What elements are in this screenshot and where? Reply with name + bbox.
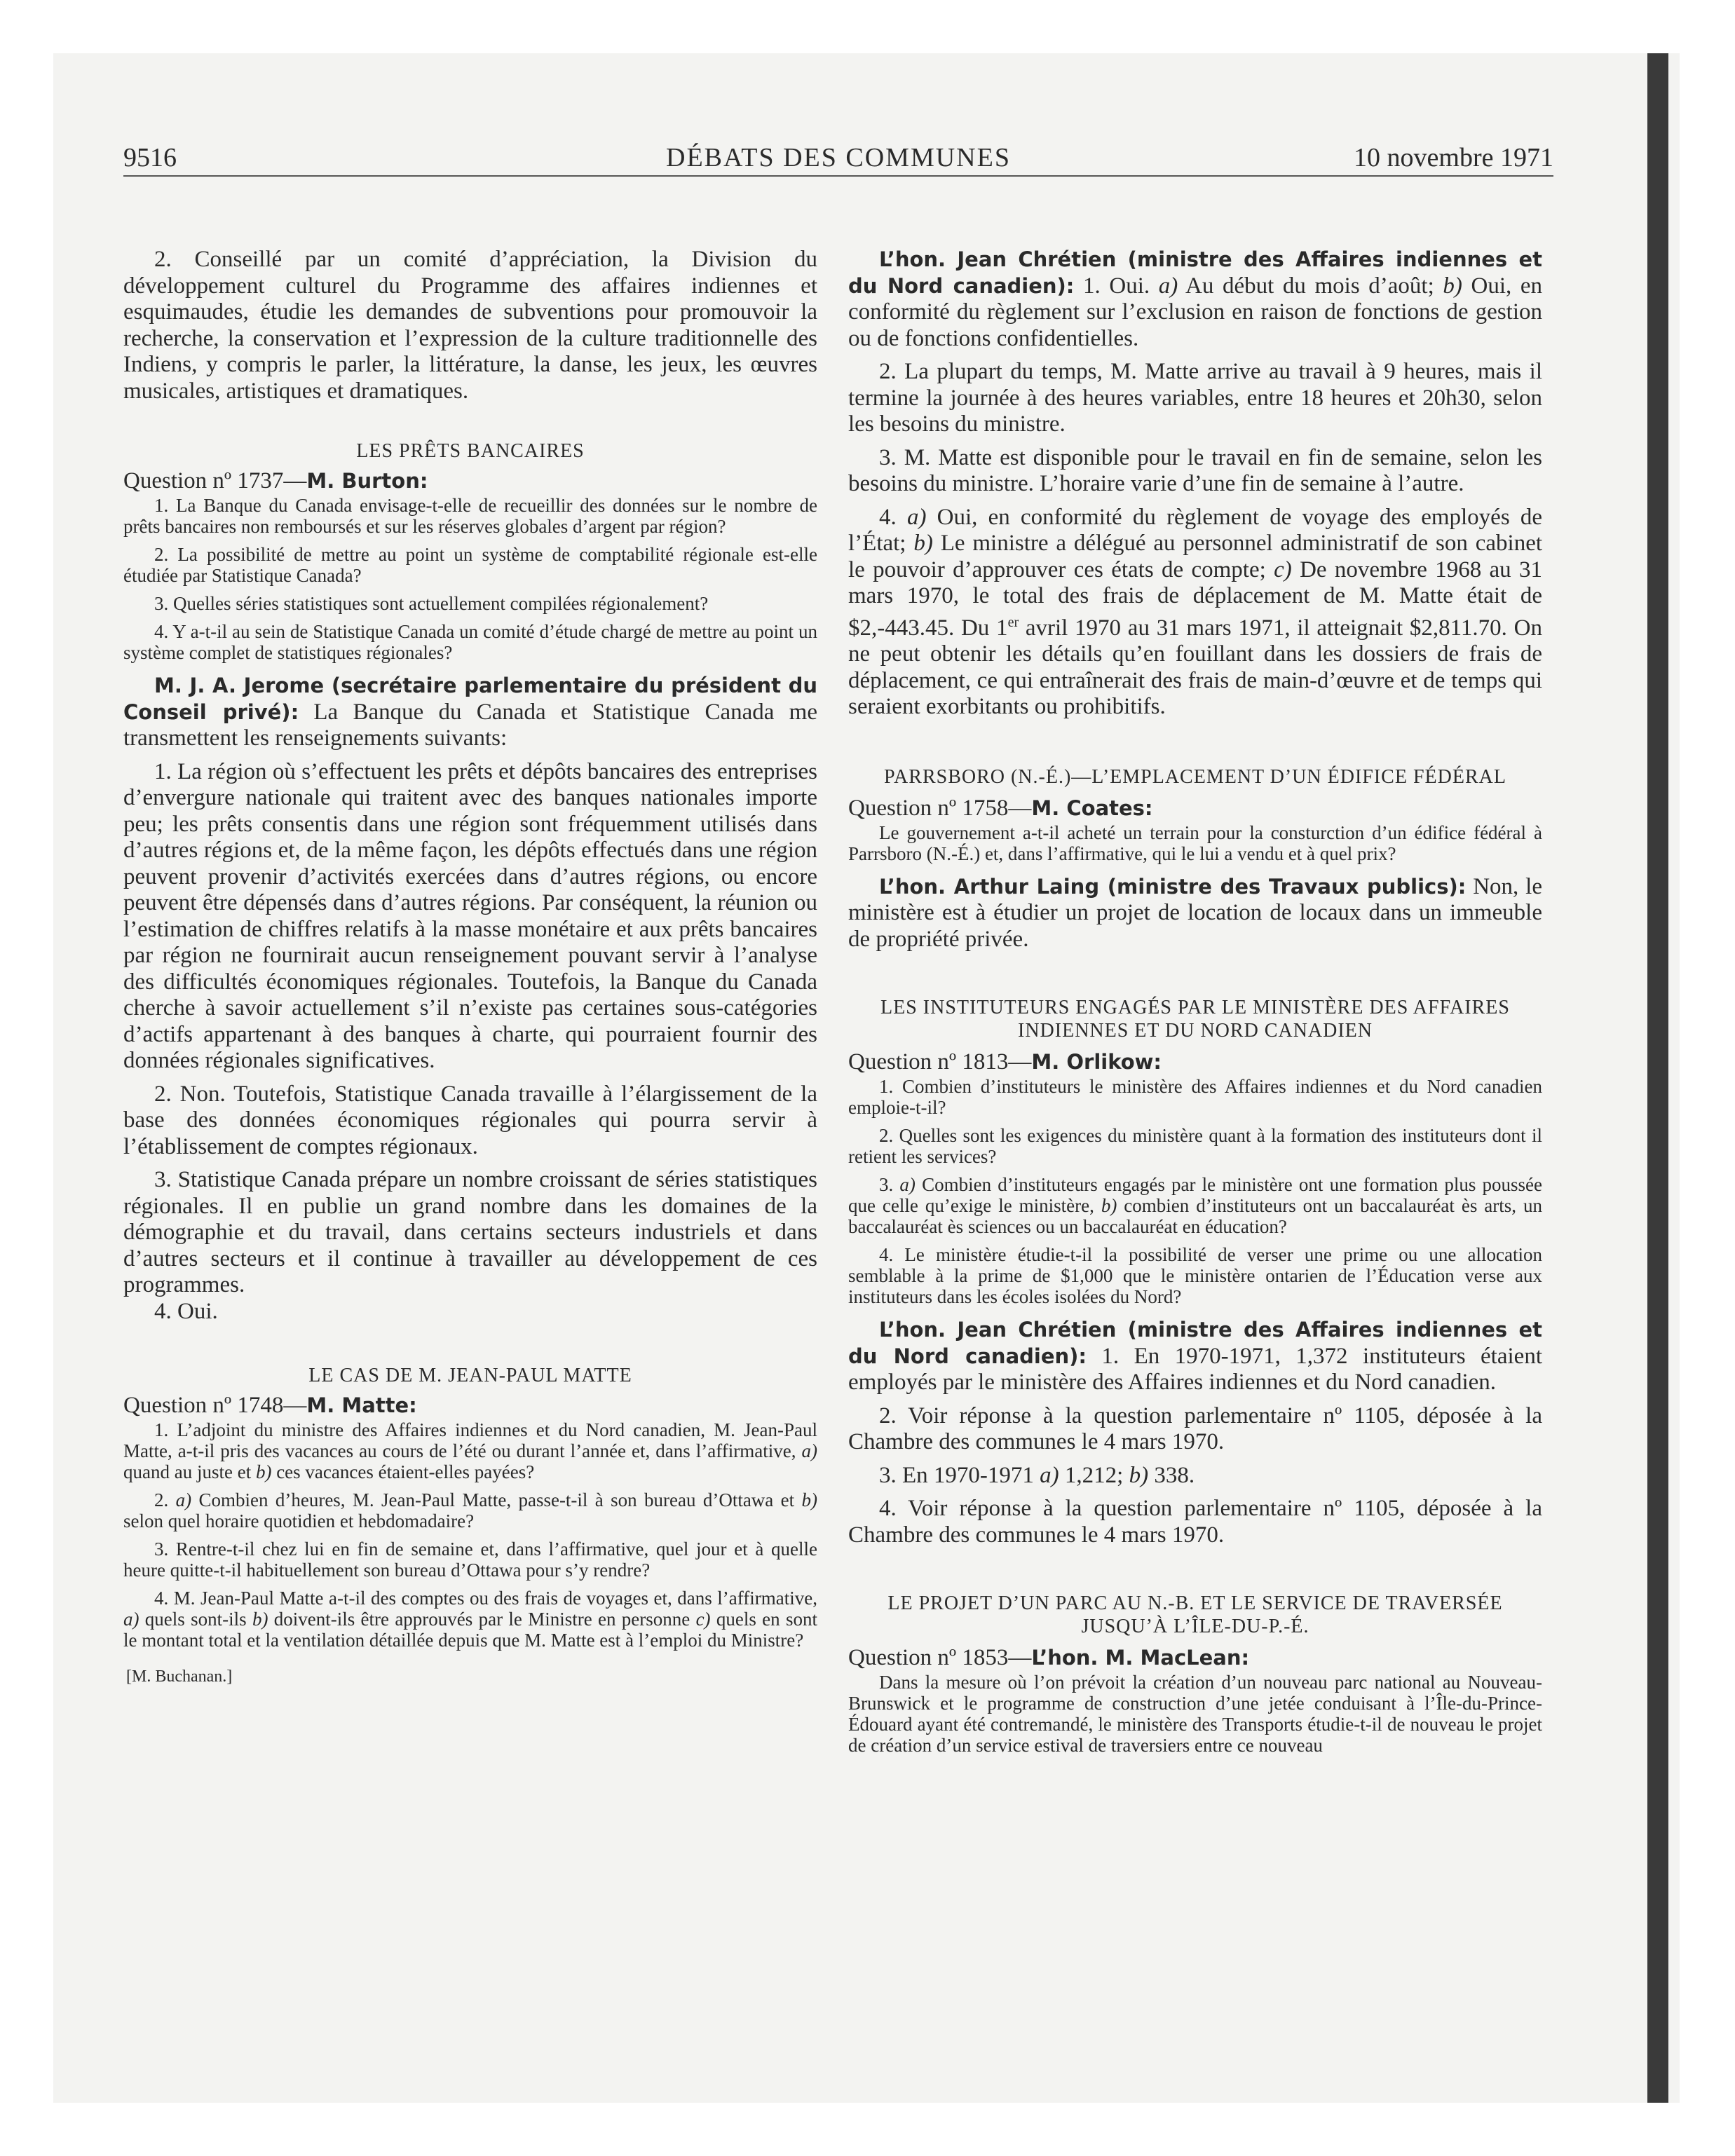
section-heading: LES INSTITUTEURS ENGAGÉS PAR LE MINISTÈRE DES AFFAIRES INDIENNES ET DU NORD CANADIEN: [880, 997, 1510, 1042]
question-item: 3. Quelles séries statistiques sont actuellement compilées régionalement?: [154, 593, 709, 614]
question-item: 4. Y a-t-il au sein de Statistique Canada un comité d’étude chargé de mettre au point un système complet de statistiques régionales?: [123, 621, 817, 663]
right-column: [848, 247, 1542, 1756]
question-item: 4. Le ministère étudie-t-il la possibilité de verser une prime ou une allocation semblable à la prime de $1,000 que le ministère ontarien de l’Éducation verse aux instituteurs dans les écoles isolées du Nord?: [848, 1244, 1542, 1307]
question-item: Le gouvernement a-t-il acheté un terrain pour la consturction d’un édifice fédéral à Parrsboro (N.-É.) et, dans l’affirmative, qui le lui a vendu et à quel prix?: [848, 821, 1542, 864]
publication-title: DÉBATS DES COMMUNES: [666, 143, 1011, 172]
section-heading: PARRSBORO (N.-É.)—L’EMPLACEMENT D’UN ÉDIFICE FÉDÉRAL: [884, 765, 1506, 788]
question-item: 2. a) Combien d’heures, M. Jean-Paul Matte, passe-t-il à son bureau d’Ottawa et b) selon quel horaire quotidien et hebdomadaire?: [123, 1489, 818, 1531]
answer-paragraph: L’hon. Arthur Laing (ministre des Travaux publics): Non, le ministère est à étudier un projet de location de locaux dans un immeuble de propriété privée.: [848, 873, 1542, 952]
question-line: [848, 1048, 1542, 1076]
speaker-attribution: [M. Buchanan.]: [126, 1667, 233, 1686]
answer-paragraph: 2. La plupart du temps, M. Matte arrive au travail à 9 heures, mais il termine la journée à des heures variables, entre 18 heures et 20h30, selon les besoins du ministre.: [848, 359, 1542, 437]
question-line: [123, 1391, 817, 1419]
question-item: 3. Rentre-t-il chez lui en fin de semaine et, dans l’affirmative, quel jour et à quelle heure quitte-t-il habituellement son bureau d’Ottawa pour s’y rendre?: [123, 1538, 817, 1581]
question-member: M. Burton:: [306, 469, 428, 493]
question-line: [848, 1644, 1542, 1672]
question-item: 2. La possibilité de mettre au point un système de comptabilité régionale est-elle étudiée par Statistique Canada?: [123, 544, 817, 586]
scan-edge: [1647, 53, 1668, 2103]
answer-paragraph: 2. Non. Toutefois, Statistique Canada travaille à l’élargissement de la base des données économiques régionales qui pourra servir à l’établissement de comptes régionaux.: [123, 1081, 817, 1159]
question-item: 1. La Banque du Canada envisage-t-elle de recueillir des données sur le nombre de prêts bancaires non remboursés et sur les réserves globales d’argent par région?: [123, 495, 817, 537]
answer-paragraph: 2. Voir réponse à la question parlementaire nº 1105, déposée à la Chambre des communes le 4 mars 1970.: [848, 1403, 1542, 1454]
answer-paragraph: 3. En 1970-1971 a) 1,212; b) 338.: [879, 1462, 1195, 1488]
question-line: [848, 794, 1542, 822]
speaker-name: L’hon. Arthur Laing (ministre des Travaux publics):: [879, 874, 1467, 899]
answer-paragraph: L’hon. Jean Chrétien (ministre des Affaires indiennes et du Nord canadien): 1. En 1970-1971, 1,372 instituteurs étaient employés par le ministère des Affaires indiennes et du Nord canadien.: [848, 1318, 1542, 1395]
question-member: M. Matte:: [306, 1393, 417, 1417]
answer-paragraph: 4. Voir réponse à la question parlementaire nº 1105, déposée à la Chambre des communes le 4 mars 1970.: [848, 1496, 1542, 1548]
question-member: M. Orlikow:: [1031, 1050, 1162, 1074]
answer-paragraph: 1. La région où s’effectuent les prêts et dépôts bancaires des entreprises d’envergure nationale qui traitent avec des banques nationales importe peu; les prêts consentis dans une région sont fréquemment utilisés dans d’autres régions et, de la même façon, les dépôts effectués dans une région peuvent provenir d’activités exercées dans d’autres régions, ou encore peuvent être dépensés dans d’autres régions. Par conséquent, la réunion ou l’estimation de chiffres relatifs à la masse monétaire et aux prêts bancaires par région ne fournirait aucun renseignement pouvant servir à l’analyse des difficultés économiques régionales. Toutefois, la Banque du Canada cherche à savoir actuellement s’il n’existe pas certaines sous-catégories d’actifs appartenant à des banques à charte, qui pourraient fournir des données régionales significatives.: [123, 758, 817, 1073]
page-header: [123, 140, 1553, 177]
page-number: 9516: [123, 143, 177, 172]
speaker-name: L’hon. Jean Chrétien (ministre des Affaires indiennes et du Nord canadien):: [848, 1318, 1542, 1368]
section-heading: LE PROJET D’UN PARC AU N.-B. ET LE SERVICE DE TRAVERSÉE JUSQU’À L’ÎLE-DU-P.-É.: [887, 1592, 1503, 1637]
question-line: [123, 467, 817, 495]
left-column: [123, 247, 817, 1686]
question-item: 3. a) Combien d’instituteurs engagés par le ministère ont une formation plus poussée que celle qu’exige le ministère, b) combien d’instituteurs ont un baccalauréat ès arts, un baccalauréat ès sciences ou un baccalauréat en éducation?: [848, 1174, 1543, 1237]
question-item: 1. Combien d’instituteurs le ministère des Affaires indiennes et du Nord canadien emploie-t-il?: [848, 1076, 1542, 1118]
question-item: 4. M. Jean-Paul Matte a-t-il des comptes ou des frais de voyages et, dans l’affirmative, a) quels sont-ils b) doivent-ils être approuvés par le Ministre en personne c) quels en sont le montant total et la ventilation détaillée depuis que M. Matte est à l’emploi du Ministre?: [123, 1588, 817, 1651]
answer-paragraph: [123, 673, 817, 752]
question-item: Dans la mesure où l’on prévoit la création d’un nouveau parc national au Nouveau-Brunswick et le programme de construction d’une jetée conduisant à l’Île-du-Prince-Édouard ayant été contremandé, le ministère des Transports étudie-t-il de nouveau le projet de création d’un service estival de traversiers entre ce nouveau: [848, 1672, 1542, 1756]
question-number: Question nº 1758—: [848, 795, 1032, 821]
answer-paragraph: 3. Statistique Canada prépare un nombre croissant de séries statistiques régionales. Il en publie un grand nombre dans les domaines de la démographie et du travail, dans certains secteurs industriels et dans d’autres secteurs et il continue à travailler au développement de ces programmes.: [123, 1167, 817, 1297]
answer-text: La Banque du Canada et Statistique Canada me transmettent les renseignements suivants:: [123, 699, 817, 751]
sitting-date: 10 novembre 1971: [1354, 143, 1553, 172]
speaker-name: M. J. A. Jerome (secrétaire parlementaire du président du Conseil privé):: [123, 674, 817, 724]
answer-paragraph: 4. a) Oui, en conformité du règlement de voyage des employés de l’État; b) Le ministre a délégué au personnel administratif de son cabinet le pouvoir d’approuver ces états de compte; c) De novembre 1968 au 31 mars 1970, le total des frais de déplacement de M. Matte était de $2,-443.45. Du 1er avril 1970 au 31 mars 1971, il atteignait $2,811.70. On ne peut obtenir les détails qu’en fouillant dans les dossiers de frais de déplacement, ce qui entraînerait des frais de main-d’œuvre et de temps qui seraient exorbitants ou prohibitifs.: [848, 504, 1543, 719]
speaker-name: L’hon. Jean Chrétien (ministre des Affaires indiennes et du Nord canadien):: [848, 247, 1542, 298]
answer-paragraph: L’hon. Jean Chrétien (ministre des Affaires indiennes et du Nord canadien): 1. Oui. a) Au début du mois d’août; b) Oui, en conformité du règlement sur l’exclusion en raison de fonctions de gestion ou de fonctions confidentielles.: [848, 247, 1543, 351]
question-number: Question nº 1748—: [123, 1393, 307, 1418]
paragraph: 2. Conseillé par un comité d’appréciation, la Division du développement culturel du Programme des affaires indiennes et esquimaudes, étudie les demandes de subventions pour promouvoir la recherche, la conservation et l’expression de la culture traditionnelle des Indiens, y compris le parler, la littérature, la danse, les jeux, les œuvres musicales, artistiques et dramatiques.: [123, 247, 817, 404]
answer-paragraph: 3. M. Matte est disponible pour le travail en fin de semaine, selon les besoins du ministre. L’horaire varie d’une fin de semaine à l’autre.: [848, 444, 1542, 496]
answer-paragraph: 4. Oui.: [154, 1298, 218, 1324]
section-heading: LE CAS DE M. JEAN-PAUL MATTE: [308, 1365, 632, 1386]
question-member: M. Coates:: [1031, 796, 1153, 820]
question-number: Question nº 1853—: [848, 1645, 1032, 1670]
section-heading: LES PRÊTS BANCAIRES: [356, 440, 585, 462]
question-item: 2. Quelles sont les exigences du ministère quant à la formation des instituteurs dont il retient les services?: [848, 1125, 1542, 1167]
question-item: 1. L’adjoint du ministre des Affaires indiennes et du Nord canadien, M. Jean-Paul Matte, a-t-il pris des vacances au cours de l’été ou durant l’année et, dans l’affirmative, a) quand au juste et b) ces vacances étaient-elles payées?: [123, 1419, 817, 1482]
question-number: Question nº 1813—: [848, 1049, 1032, 1074]
question-number: Question nº 1737—: [123, 468, 307, 493]
question-member: L’hon. M. MacLean:: [1031, 1646, 1250, 1670]
